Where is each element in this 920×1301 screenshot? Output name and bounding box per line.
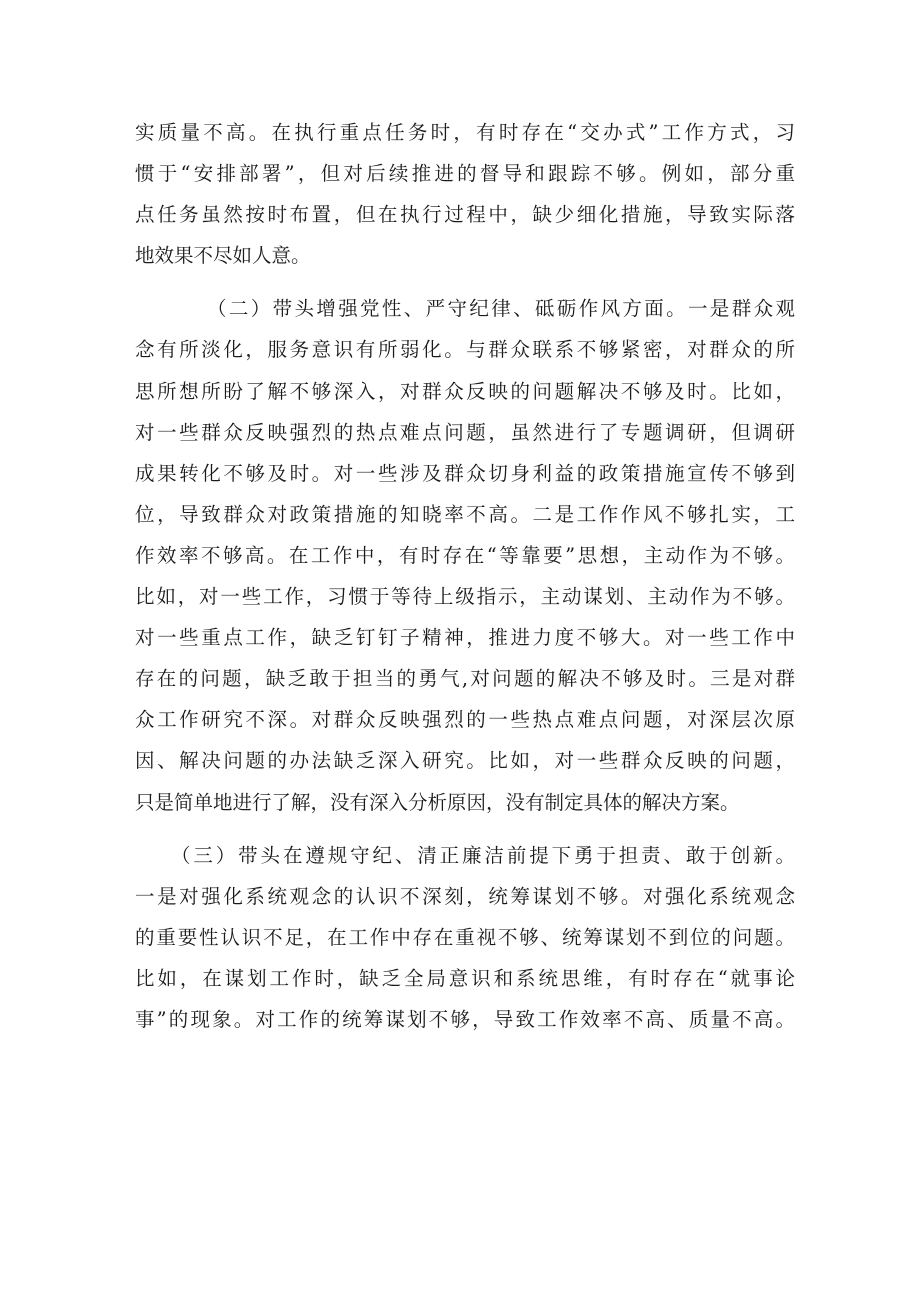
text-line-first: （三）带头在遵规守纪、清正廉洁前提下勇于担责、敢于创新。	[171, 843, 795, 867]
text-line: 比如，对一些工作，习惯于等待上级指示，主动谋划、主动作为不够。	[135, 585, 795, 609]
text-line: 因、解决问题的办法缺乏深入研究。比如，对一些群众反映的问题，	[135, 749, 795, 773]
text-line: 事”的现象。对工作的统筹谋划不够，导致工作效率不高、质量不高。	[135, 1007, 795, 1031]
text-line: 只是简单地进行了解，没有深入分析原因，没有制定具体的解决方案。	[135, 790, 740, 814]
text-line-first: （二）带头增强党性、严守纪律、砥砺作风方面。一是群众观	[207, 297, 795, 321]
text-line: 念有所淡化，服务意识有所弱化。与群众联系不够紧密，对群众的所	[135, 338, 795, 362]
text-line: 众工作研究不深。对群众反映强烈的一些热点难点问题，对深层次原	[135, 708, 795, 732]
text-line: 一是对强化系统观念的认识不深刻，统筹谋划不够。对强化系统观念	[135, 884, 795, 908]
text-line: 位，导致群众对政策措施的知晓率不高。二是工作作风不够扎实，工	[135, 502, 795, 526]
text-line: 成果转化不够及时。对一些涉及群众切身利益的政策措施宣传不够到	[135, 461, 795, 485]
text-line: 的重要性认识不足，在工作中存在重视不够、统筹谋划不到位的问题。	[135, 925, 795, 949]
text-line: 惯于“安排部署”，但对后续推进的督导和跟踪不够。例如，部分重	[135, 162, 795, 186]
text-line: 作效率不够高。在工作中，有时存在“等靠要”思想，主动作为不够。	[135, 543, 795, 567]
text-line: 点任务虽然按时布置，但在执行过程中，缺少细化措施，导致实际落	[135, 203, 795, 227]
paragraph-continuation	[135, 112, 795, 276]
paragraph-section-three	[135, 835, 795, 1040]
text-line: 对一些重点工作，缺乏钉钉子精神，推进力度不够大。对一些工作中	[135, 626, 795, 650]
text-line: 比如，在谋划工作时，缺乏全局意识和系统思维，有时存在“就事论	[135, 966, 795, 990]
document-body	[135, 112, 795, 1040]
text-line: 地效果不尽如人意。	[135, 244, 311, 268]
text-line: 对一些群众反映强烈的热点难点问题，虽然进行了专题调研，但调研	[135, 420, 795, 444]
text-line: 实质量不高。在执行重点任务时，有时存在“交办式”工作方式，习	[135, 121, 795, 144]
text-line: 存在的问题，缺乏敢于担当的勇气,对问题的解决不够及时。三是对群	[135, 667, 795, 691]
text-line: 思所想所盼了解不够深入，对群众反映的问题解决不够及时。比如，	[135, 379, 795, 403]
paragraph-section-two	[135, 288, 795, 822]
